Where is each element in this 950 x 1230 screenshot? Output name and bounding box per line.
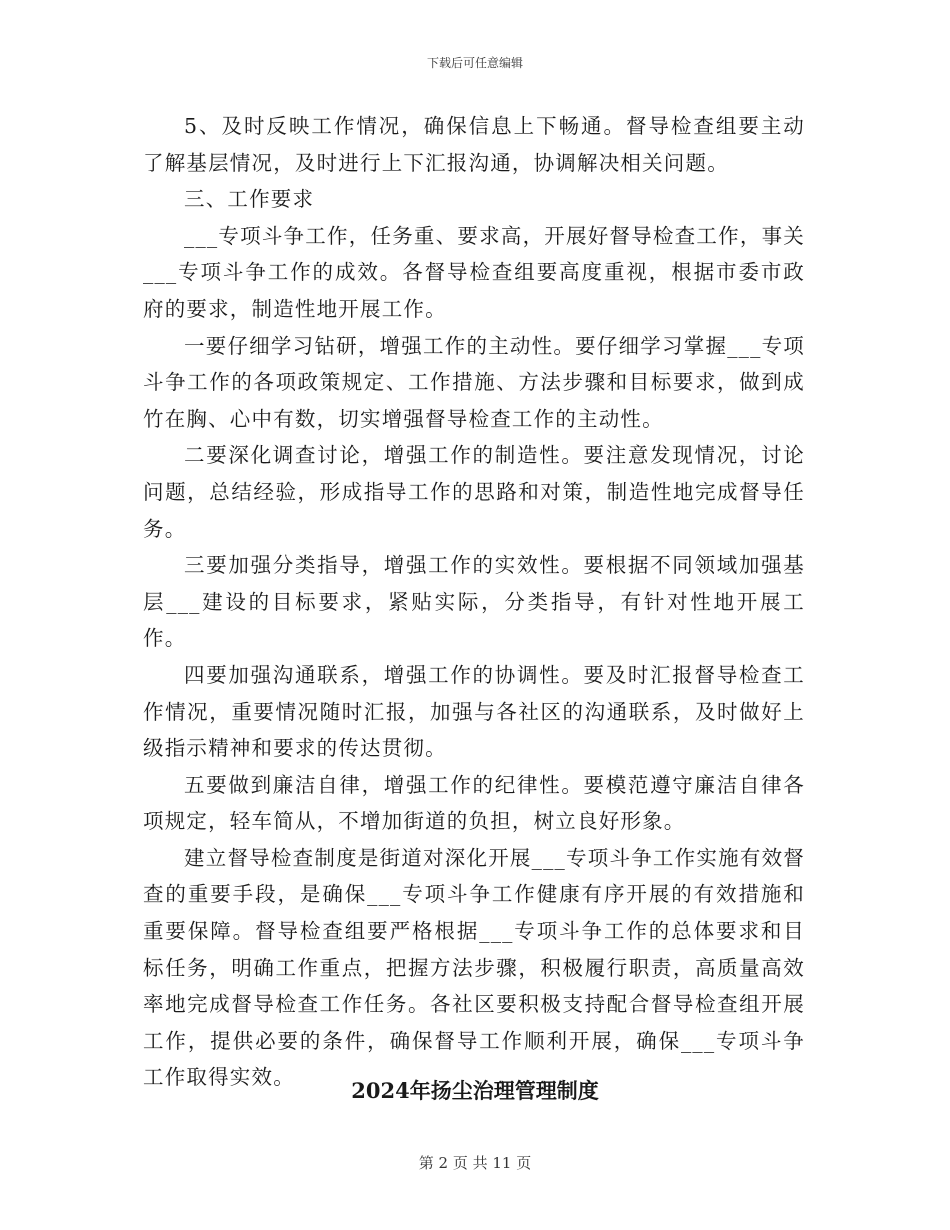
section-heading-requirements: 三、工作要求 xyxy=(184,187,315,212)
paragraph-requirement-3: 三要加强分类指导，增强工作的实效性。要根据不同领域加强基层___建设的目标要求，紧贴实际，分类指导，有针对性地开展工作。 xyxy=(143,553,805,651)
paragraph-intro: ___专项斗争工作，任务重、要求高，开展好督导检查工作，事关___专项斗争工作的成效。各督导检查组要高度重视，根据市委市政府的要求，制造性地开展工作。 xyxy=(143,223,805,321)
paragraph-requirement-1: 一要仔细学习钻研，增强工作的主动性。要仔细学习掌握___专项斗争工作的各项政策规定、工作措施、方法步骤和目标要求，做到成竹在胸、心中有数，切实增强督导检查工作的主动性。 xyxy=(143,333,805,431)
page-footer: 第 2 页 共 11 页 xyxy=(418,1154,532,1172)
paragraph-requirement-4: 四要加强沟通联系，增强工作的协调性。要及时汇报督导检查工作情况，重要情况随时汇报，加强与各社区的沟通联系，及时做好上级指示精神和要求的传达贯彻。 xyxy=(143,662,805,761)
document-body xyxy=(143,108,805,1096)
paragraph-requirement-2: 二要深化调查讨论，增强工作的制造性。要注意发现情况，讨论问题，总结经验，形成指导工作的思路和对策，制造性地完成督导任务。 xyxy=(143,443,805,541)
next-document-title: 2024年扬尘治理管理制度 xyxy=(351,1078,599,1103)
header-note: 下载后可任意编辑 xyxy=(426,56,523,70)
paragraph-item-5: 5、及时反映工作情况，确保信息上下畅通。督导检查组要主动了解基层情况，及时进行上下汇报沟通，协调解决相关问题。 xyxy=(143,114,805,175)
paragraph-conclusion: 建立督导检查制度是街道对深化开展___专项斗争工作实施有效督查的重要手段，是确保___专项斗争工作健康有序开展的有效措施和重要保障。督导检查组要严格根据___专项斗争工作的总体要求和目标任务，明确工作重点，把握方法步骤，积极履行职责，高质量高效率地完成督导检查工作任务。各社区要积极支持配合督导检查组开展工作，提供必要的条件，确保督导工作顺利开展，确保___专项斗争工作取得实效。 xyxy=(143,845,805,1090)
paragraph-requirement-5: 五要做到廉洁自律，增强工作的纪律性。要模范遵守廉洁自律各项规定，轻车简从，不增加街道的负担，树立良好形象。 xyxy=(143,772,805,834)
